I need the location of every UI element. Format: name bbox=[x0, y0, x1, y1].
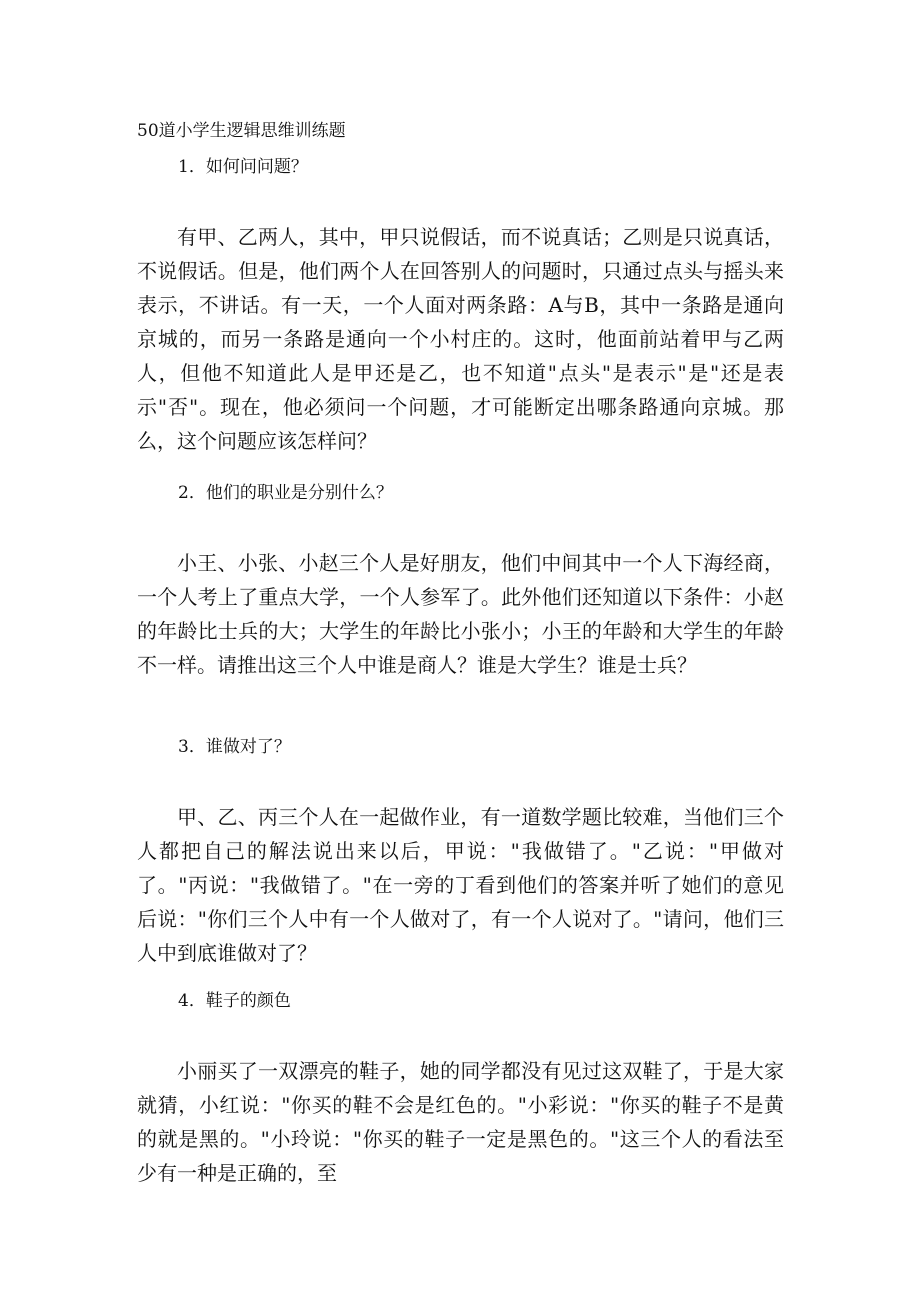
question-4-body: 小丽买了一双漂亮的鞋子，她的同学都没有见过这双鞋了，于是大家就猜，小红说："你买的鞋不会是红色的。"小彩说："你买的鞋子不是黄的就是黑的。"小玲说："你买的鞋子一定是黑色的。"这三个人的看法至少有一种是正确的，至 bbox=[137, 1059, 784, 1185]
document-title: 50道小学生逻辑思维训练题 bbox=[137, 121, 346, 141]
question-3-body: 甲、乙、丙三个人在一起做作业，有一道数学题比较难，当他们三个人都把自己的解法说出来以后，甲说："我做错了。"乙说："甲做对了。"丙说："我做错了。"在一旁的丁看到他们的答案并听了她们的意见后说："你们三个人中有一个人做对了，有一个人说对了。"请问，他们三人中到底谁做对了？ bbox=[137, 805, 784, 965]
question-3-title: 3．谁做对了？ bbox=[178, 737, 291, 757]
question-2-body: 小王、小张、小赵三个人是好朋友，他们中间其中一个人下海经商，一个人考上了重点大学，一个人参军了。此外他们还知道以下条件：小赵的年龄比士兵的大；大学生的年龄比小张小；小王的年龄和大学生的年龄不一样。请推出这三个人中谁是商人？谁是大学生？谁是士兵？ bbox=[137, 551, 784, 677]
question-1-title: 1．如何问问题？ bbox=[178, 157, 308, 177]
question-1-body: 有甲、乙两人，其中，甲只说假话，而不说真话；乙则是只说真话，不说假话。但是，他们两个人在回答别人的问题时，只通过点头与摇头来表示，不讲话。有一天，一个人面对两条路：A与B，其中一条路是通向京城的，而另一条路是通向一个小村庄的。这时，他面前站着甲与乙两人，但他不知道此人是甲还是乙，也不知道"点头"是表示"是"还是表示"否"。现在，他必须问一个问题，才可能断定出哪条路通向京城。那么，这个问题应该怎样问？ bbox=[137, 225, 784, 453]
question-2-title: 2．他们的职业是分别什么？ bbox=[178, 483, 393, 503]
question-4-title: 4．鞋子的颜色 bbox=[178, 991, 291, 1011]
